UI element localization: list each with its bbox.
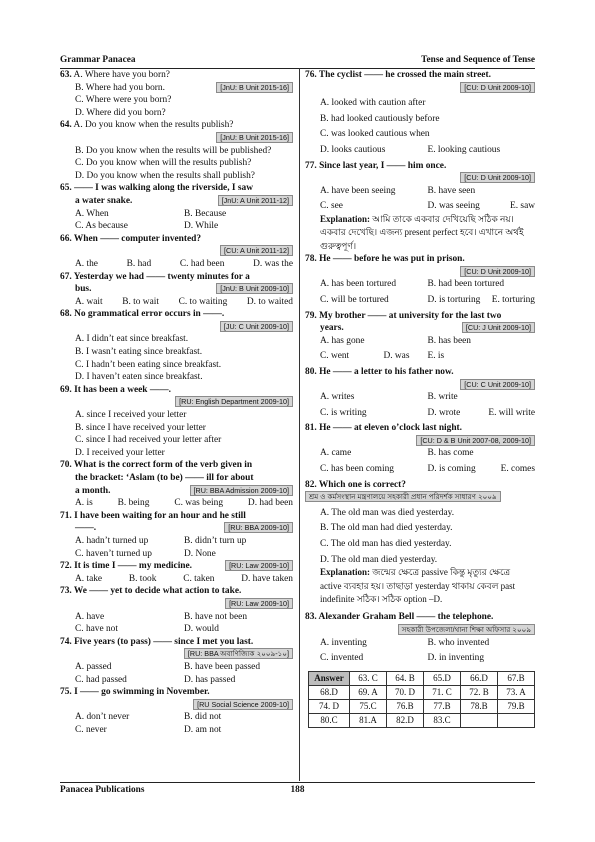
option-d: D. is torturing (427, 294, 481, 305)
option-c: C. taken (183, 573, 215, 584)
option-b: B. has been (427, 335, 471, 346)
option-c: C. went (320, 351, 350, 362)
explanation-text: জন্মের ক্ষেত্রে passive কিন্তু মৃত্যুর ক্ষেত্রে (372, 567, 511, 578)
option-d: D. was seeing (427, 201, 480, 212)
answer-cell: 70. D (387, 685, 424, 699)
option-c: C. have not (75, 624, 118, 635)
option-d: D. in inventing (427, 653, 485, 664)
left-column (60, 69, 293, 736)
source-tag: [CU: D Unit 2009-10] (460, 82, 535, 93)
option-d: D. Where did you born? (75, 107, 166, 118)
page-footer (60, 782, 535, 799)
answer-cell: 65.D (424, 671, 461, 685)
option-c: C. Where were you born? (75, 95, 172, 106)
question-stem: I —— go swimming in November. (74, 687, 210, 698)
answer-cell: 81.A (350, 713, 387, 727)
option-b: B. didn’t turn up (184, 535, 247, 546)
answer-cell: 76.B (387, 699, 424, 713)
option-a: A. looked with caution after (320, 98, 426, 109)
option-c: C. The old man has died yesterday. (320, 539, 452, 550)
question-stem: The cyclist —— he crossed the main street. (318, 70, 491, 80)
option-a: A. inventing (320, 637, 367, 648)
option-d: D. Do you know when the results shall publish? (75, 170, 255, 181)
source-tag: [RU: English Department 2009-10] (175, 396, 293, 407)
explanation-label: Explanation: (320, 567, 371, 578)
question-number: 81. (305, 423, 317, 434)
option-e: E. will write (488, 407, 535, 418)
option-a: A. I didn’t eat since breakfast. (75, 334, 189, 345)
option-d: D. to waited (246, 296, 293, 307)
source-tag: [JU: C Unit 2009-10] (220, 321, 293, 332)
option-d: D. would (184, 624, 219, 635)
option-d: D. I received your letter (75, 447, 165, 458)
source-tag: [JnU: B Unit 2009-10] (216, 283, 293, 294)
question-stem: No grammatical error occurs in ——. (74, 309, 225, 320)
option-a: A. don’t never (75, 712, 130, 723)
question-83 (305, 611, 535, 664)
answer-cell (498, 713, 535, 727)
question-70 (60, 459, 293, 509)
question-stem-cont: a month. (75, 485, 111, 496)
question-number: 74. (60, 636, 72, 647)
question-stem-cont: bus. (75, 284, 92, 295)
option-a: A. has been tortured (320, 279, 397, 290)
column-divider (299, 68, 300, 781)
answer-cell: 77.B (424, 699, 461, 713)
question-stem: Yesterday we had —— twenty minutes for a (73, 271, 250, 282)
option-a: A. came (320, 448, 352, 459)
option-b: B. had been tortured (427, 279, 505, 290)
source-tag: [RU Social Science 2009-10] (193, 699, 293, 710)
question-stem: I have been waiting for an hour and he still (74, 510, 246, 521)
question-number: 83. (305, 612, 317, 623)
answer-cell: 67.B (498, 671, 535, 685)
question-number: 65. (60, 183, 72, 194)
question-stem-cont: years. (320, 323, 344, 334)
page-header (60, 55, 535, 69)
question-number: 72. (60, 561, 72, 572)
explanation-text: indefinite সঠিক। সঠিক option –D. (320, 594, 443, 605)
option-e: E. is (427, 351, 445, 362)
question-number: 71. (60, 510, 72, 521)
explanation (305, 213, 535, 226)
option-d: D. has passed (184, 674, 236, 685)
option-c: C. will be tortured (320, 294, 389, 305)
option-c: C. I hadn’t been eating since breakfast. (75, 359, 222, 370)
option-b: B. since I have received your letter (75, 422, 206, 433)
option-e: E. torturing (491, 294, 535, 305)
answer-label: Answer (309, 671, 350, 685)
option-c: C. As because (75, 221, 128, 232)
option-a: A. the (75, 258, 98, 269)
answer-cell: 75.C (350, 699, 387, 713)
question-72 (60, 560, 293, 585)
option-d: D. None (184, 548, 216, 559)
question-78 (305, 253, 535, 306)
question-stem: He —— a letter to his father now. (319, 366, 454, 377)
option-b: B. took (128, 573, 157, 584)
option-d: D. am not (184, 724, 222, 735)
option-b: B. has come (427, 448, 474, 459)
option-b: B. had (126, 258, 152, 269)
option-a: A. passed (75, 661, 112, 672)
explanation-text: আমি তাকে একবার দেখিয়েছি সঠিক নয়। (372, 213, 514, 224)
question-stem: He —— at eleven o’clock last night. (319, 423, 463, 434)
explanation (305, 566, 535, 579)
option-a: A. take (75, 573, 103, 584)
option-e: E. comes (500, 464, 535, 475)
source-tag: শ্রম ও কর্মসংস্থান মন্ত্রণালয়ে সহকারী প্রধান পরিদর্শক সাধারণ ২০০৯ (305, 491, 501, 502)
source-tag: [RU: BBA 2009-10] (224, 522, 293, 533)
question-80 (305, 366, 535, 419)
option-a: A. have been seeing (320, 185, 396, 196)
option-a: A. has gone (320, 335, 365, 346)
option-a: A. The old man was died yesterday. (320, 507, 455, 518)
answer-cell: 64. B (387, 671, 424, 685)
question-number: 68. (60, 309, 72, 320)
question-stem: We —— yet to decide what action to take. (73, 586, 242, 597)
option-a: A. since I received your letter (75, 410, 187, 421)
option-c: C. Do you know when will the results publish? (75, 158, 252, 169)
source-tag: [CU: A Unit 2011-12] (220, 245, 293, 256)
option-d: D. I haven’t eaten since breakfast. (75, 372, 203, 383)
option-c: C. since I had received your letter after (75, 435, 222, 446)
answer-row (309, 713, 535, 727)
question-number: 75. (60, 687, 72, 698)
option-a: A. writes (320, 392, 355, 403)
question-number: 69. (60, 384, 72, 395)
option-d: D. looks cautious (320, 144, 386, 155)
question-stem: He —— before he was put in prison. (319, 254, 465, 265)
question-stem: It has been a week ——. (74, 384, 171, 395)
answer-row (309, 671, 535, 685)
option-c: C. had been (179, 258, 225, 269)
option-a: A. have (75, 611, 105, 622)
header-chapter-title: Tense and Sequence of Tense (421, 55, 535, 65)
footer-publisher: Panacea Publications (60, 785, 145, 795)
answer-cell: 83.C (424, 713, 461, 727)
question-number: 76. (305, 70, 317, 80)
question-number: 66. (60, 233, 72, 244)
right-column (305, 69, 535, 728)
answer-cell: 71. C (424, 685, 461, 699)
option-c: C. had passed (75, 674, 127, 685)
question-79 (305, 310, 535, 363)
answer-cell: 74. D (309, 699, 350, 713)
option-a: A. Where have you born? (73, 70, 170, 80)
option-c: C. to waiting (178, 296, 228, 307)
option-b: B. who invented (427, 637, 490, 648)
option-a: A. When (75, 208, 109, 219)
answer-row (309, 699, 535, 713)
source-tag: [CU: D & B Unit 2007-08, 2009-10] (416, 435, 535, 446)
option-a: A. Do you know when the results publish? (73, 120, 234, 131)
source-tag: [JnU: B Unit 2015-16] (216, 132, 293, 143)
answer-cell: 79.B (498, 699, 535, 713)
source-tag: [CU: D Unit 2009-10] (460, 172, 535, 183)
source-tag: [RU: Law 2009-10] (225, 598, 293, 609)
option-b: B. being (117, 498, 150, 509)
question-63 (60, 69, 293, 119)
question-69 (60, 384, 293, 460)
option-e: E. looking cautious (427, 144, 501, 155)
question-76 (305, 69, 535, 157)
explanation-text: active ব্যবহার হয়। তাছাড়া yesterday থাকায় কেবল past (320, 580, 516, 591)
answer-cell: 72. B (461, 685, 498, 699)
explanation-text: গুরুত্বপূর্ণ। (320, 240, 357, 251)
answer-key-table (308, 671, 535, 728)
option-c: C. see (320, 201, 343, 212)
answer-cell: 69. A (350, 685, 387, 699)
source-tag: [CU: C Unit 2009-10] (460, 379, 535, 390)
source-tag: [RU: BBA অবাণিজ্যিক ২০০৯-১০] (184, 648, 293, 659)
question-65 (60, 182, 293, 232)
option-d: D. is coming (427, 464, 476, 475)
source-tag: [CU: D Unit 2009-10] (460, 266, 535, 277)
option-b: B. Because (184, 208, 227, 219)
answer-cell: 82.D (387, 713, 424, 727)
option-d: D. was (383, 351, 410, 362)
option-b: B. Do you know when the results will be published? (75, 145, 272, 156)
option-b: B. did not (184, 712, 222, 723)
question-77 (305, 160, 535, 254)
question-81 (305, 422, 535, 475)
answer-cell: 73. A (498, 685, 535, 699)
option-b: B. have seen (427, 185, 476, 196)
question-74 (60, 636, 293, 686)
option-e: E. saw (510, 201, 535, 212)
source-tag: [RU: Law 2009-10] (225, 560, 293, 571)
question-stem-cont: ——. (75, 523, 97, 534)
question-73 (60, 585, 293, 635)
question-stem: —— I was walking along the riverside, I saw (74, 183, 253, 194)
option-d: D. While (184, 221, 219, 232)
option-d: D. was the (253, 258, 293, 269)
option-a: A. wait (75, 296, 103, 307)
option-d: D. The old man died yesterday. (320, 554, 438, 565)
option-a: A. is (75, 498, 93, 509)
question-75 (60, 686, 293, 736)
page-number: 188 (290, 785, 305, 795)
question-stem-cont: the bracket: ‘Aslam (to be) —— ill for about (75, 473, 254, 483)
option-c: C. was being (174, 498, 224, 509)
option-c: C. is writing (320, 407, 367, 418)
question-stem: Which one is correct? (318, 479, 406, 490)
source-tag: [RU: BBA Admission 2009-10] (190, 485, 293, 496)
question-stem: What is the correct form of the verb given in (73, 460, 253, 471)
explanation-text: একবার দেখেছি। এজন্য present perfect হবে। এখানে অর্থই (320, 227, 524, 238)
option-b: B. have been passed (184, 661, 261, 672)
header-book-title: Grammar Panacea (60, 55, 136, 65)
question-stem: When —— computer invented? (73, 233, 202, 244)
question-number: 78. (305, 254, 317, 265)
option-b: B. had looked cautiously before (320, 113, 440, 124)
option-c: C. haven’t turned up (75, 548, 152, 559)
source-tag: [JnU: A Unit 2011-12] (218, 195, 293, 206)
option-d: D. had been (247, 498, 293, 509)
option-b: B. to wait (122, 296, 159, 307)
question-number: 70. (60, 460, 72, 471)
answer-row (309, 685, 535, 699)
question-stem: My brother —— at university for the last two (319, 310, 502, 321)
answer-cell: 66.D (461, 671, 498, 685)
question-stem: Since last year, I —— him once. (319, 160, 447, 171)
question-stem: Five years (to pass) —— since I met you last. (74, 636, 254, 647)
question-82 (305, 479, 535, 607)
option-b: B. The old man had died yesterday. (320, 523, 453, 534)
question-stem: It is time I —— my medicine. (74, 561, 193, 572)
question-71 (60, 510, 293, 560)
answer-cell: 63. C (350, 671, 387, 685)
option-c: C. was looked cautious when (320, 129, 430, 140)
option-d: D. have taken (241, 573, 293, 584)
answer-cell (461, 713, 498, 727)
option-c: C. invented (320, 653, 364, 664)
option-d: D. wrote (427, 407, 461, 418)
source-tag: [CU: J Unit 2009-10] (462, 322, 535, 333)
answer-cell: 80.C (309, 713, 350, 727)
source-tag: সহকারী উপজেলা/থানা শিক্ষা অফিসার ২০০৯ (398, 624, 535, 635)
option-a: A. hadn’t turned up (75, 535, 149, 546)
option-b: B. have not been (184, 611, 248, 622)
question-67 (60, 271, 293, 309)
question-66 (60, 233, 293, 271)
answer-cell: 78.B (461, 699, 498, 713)
question-64 (60, 119, 293, 182)
question-number: 64. (60, 120, 72, 131)
question-number: 73. (60, 586, 72, 597)
question-68 (60, 308, 293, 384)
option-b: B. I wasn’t eating since breakfast. (75, 347, 203, 358)
question-number: 79. (305, 310, 317, 321)
question-stem: Alexander Graham Bell —— the telephone. (318, 612, 494, 623)
option-c: C. never (75, 724, 107, 735)
question-stem-cont: a water snake. (75, 195, 133, 206)
question-number: 80. (305, 366, 317, 377)
option-c: C. has been coming (320, 464, 394, 475)
question-number: 63. (60, 70, 72, 80)
question-number: 77. (305, 160, 317, 171)
explanation-label: Explanation: (320, 213, 371, 224)
answer-cell: 68.D (309, 685, 350, 699)
option-b: B. write (427, 392, 458, 403)
option-b: B. Where had you born. (75, 82, 165, 93)
question-number: 67. (60, 271, 72, 282)
source-tag: [JnU: B Unit 2015-16] (216, 82, 293, 93)
question-number: 82. (305, 479, 317, 490)
